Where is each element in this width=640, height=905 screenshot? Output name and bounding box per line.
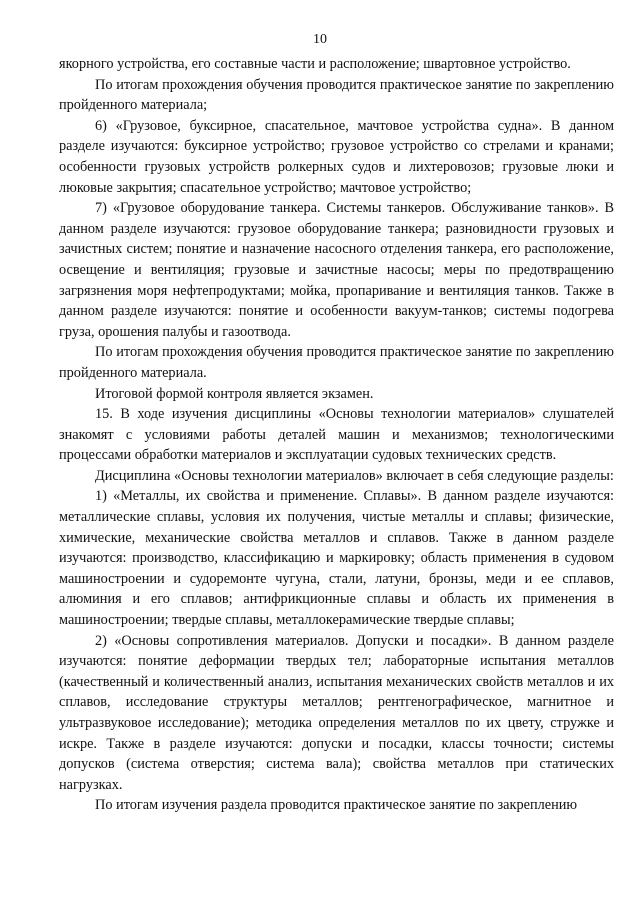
paragraph: якорного устройства, его составные части и расположение; швартовное устройство. — [59, 56, 571, 72]
paragraph: 7) «Грузовое оборудование танкера. Системы танкеров. Обслуживание танков». В данном разделе изучаются: грузовое оборудование танкера; разновидности грузовых и зачистных систем; понятие и назначение насосного отделения танкера, его расположение, освещение и вентиляция; грузовые и зачистные насосы; меры по предотвращению загрязнения моря нефтепродуктами; мойка, пропаривание и вентиляция танков. Также в данном разделе изучаются: понятие и особенности вакуум-танков; системы подогрева груза, орошения палубы и газоотвода. — [59, 200, 614, 340]
page-number: 10 — [313, 32, 327, 47]
paragraph: По итогам прохождения обучения проводится практическое занятие по закреплению пройденного материала. — [59, 344, 614, 381]
paragraph: По итогам прохождения обучения проводится практическое занятие по закреплению пройденного материала; — [59, 76, 614, 114]
paragraph: По итогам изучения раздела проводится практическое занятие по закреплению — [95, 797, 578, 814]
paragraph: Дисциплина «Основы технологии материалов» включает в себя следующие разделы: — [95, 467, 614, 484]
paragraph: 1) «Металлы, их свойства и применение. Сплавы». В данном разделе изучаются: металлические сплавы, условия их получения, чистые металлы и сплавы; физические, химические, механические свойства металлов и сплавов. Также в данном разделе изучаются: производство, классификацию и маркировку; область применения в судовом машиностроении и судоремонте чугуна, стали, латуни, бронзы, меди и ее сплавов, алюминия и его сплавов; антифрикционные сплавы и область их применения в машиностроении; твердые сплавы, металлокерамические твердые сплавы; — [59, 488, 614, 629]
paragraph: Итоговой формой контроля является экзамен. — [95, 385, 374, 402]
paragraph: 2) «Основы сопротивления материалов. Допуски и посадки». В данном разделе изучаются: понятие деформации твердых тел; лабораторные испытания металлов (качественный и количественный анализ, испытания механических свойств металлов и их сплавов, исследование структуры металлов; рентгенографическое, магнитное и ультразвуковое исследование); методика определения металлов по их цвету, стружке и искре. Также в разделе изучаются: допуски и посадки, классы точности; системы допусков (система отверстия; система вала); свойства металлов при статических нагрузках. — [59, 632, 614, 793]
body-text — [59, 54, 614, 816]
paragraph: 6) «Грузовое, буксирное, спасательное, мачтовое устройства судна». В данном разделе изучаются: буксирное устройство; грузовое устройство со стрелами и кранами; особенности грузовых устройств ролкерных судов и лихтеровозов; грузовые люки и люковые закрытия; спасательное устройство; мачтовое устройство; — [59, 117, 614, 196]
paragraph: 15. В ходе изучения дисциплины «Основы технологии материалов» слушателей знакомят с условиями работы деталей машин и механизмов; технологическими процессами обработки материалов и эксплуатации судовых технических средств. — [59, 406, 614, 464]
